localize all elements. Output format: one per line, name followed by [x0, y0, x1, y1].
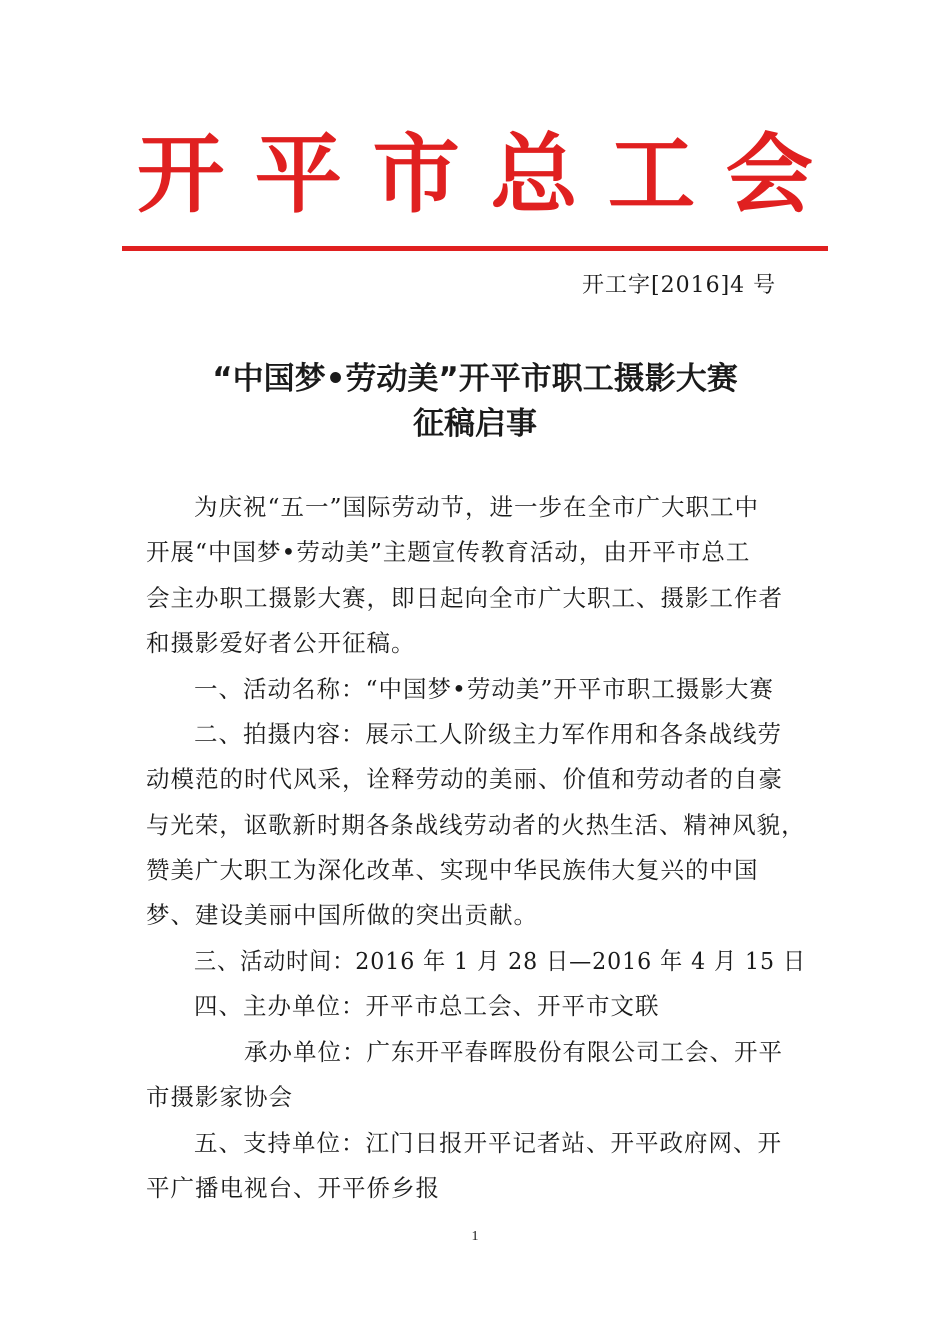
body-line: 动模范的时代风采，诠释劳动的美丽、价值和劳动者的自豪	[146, 765, 783, 793]
body-line: 会主办职工摄影大赛，即日起向全市广大职工、摄影工作者	[146, 584, 783, 612]
document-title-line-1: “中国梦•劳动美”开平市职工摄影大赛	[212, 361, 738, 397]
body-line: 开展“中国梦•劳动美”主题宣传教育活动，由开平市总工	[146, 538, 751, 566]
body-line: 平广播电视台、开平侨乡报	[146, 1174, 440, 1202]
body-line: 五、支持单位：江门日报开平记者站、开平政府网、开	[194, 1129, 782, 1157]
body-line: 市摄影家协会	[146, 1083, 293, 1111]
body-line: 一、活动名称：“中国梦•劳动美”开平市职工摄影大赛	[194, 675, 774, 703]
body-line: 和摄影爱好者公开征稿。	[146, 629, 416, 657]
body-line: 四、主办单位：开平市总工会、开平市文联	[194, 992, 660, 1020]
letterhead-title	[0, 112, 950, 222]
body-line: 为庆祝“五一”国际劳动节，进一步在全市广大职工中	[194, 493, 760, 521]
body-line: 与光荣，讴歌新时期各条战线劳动者的火热生活、精神风貌，	[146, 811, 806, 839]
page-number: 1	[471, 1229, 479, 1244]
body-line: 二、拍摄内容：展示工人阶级主力军作用和各条战线劳	[194, 720, 782, 748]
body-line: 承办单位：广东开平春晖股份有限公司工会、开平	[244, 1038, 783, 1066]
letterhead-org-name: 开 平 市 总 工 会	[137, 125, 813, 222]
document-number: 开工字[2016]4 号	[582, 273, 777, 298]
body-line: 赞美广大职工为深化改革、实现中华民族伟大复兴的中国	[146, 856, 759, 884]
body-line: 三、活动时间：2016 年 1 月 28 日—2016 年 4 月 15 日	[194, 947, 807, 975]
body-line: 梦、建设美丽中国所做的突出贡献。	[146, 901, 538, 929]
letterhead-divider	[122, 246, 828, 251]
document-title-line-2: 征稿启事	[413, 406, 537, 442]
